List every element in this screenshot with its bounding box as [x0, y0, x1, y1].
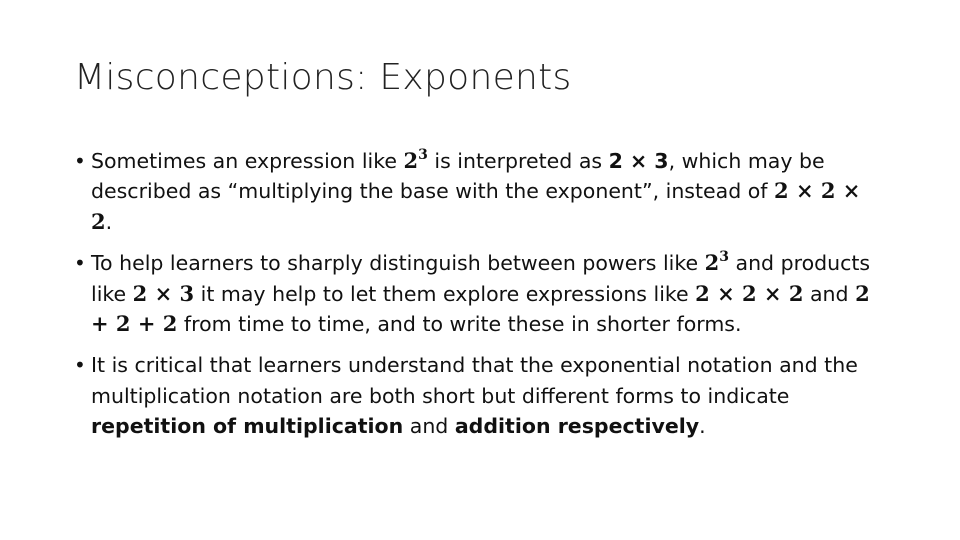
math-sum: 2 + 2 + 2 — [91, 280, 870, 337]
bullet-item-2 — [74, 248, 874, 339]
text: is interpreted as — [427, 149, 609, 173]
slide-title: Misconceptions: Exponents — [74, 57, 572, 98]
text: and — [803, 281, 856, 306]
power-exponent: 3 — [719, 249, 729, 266]
text: Sometimes an expression like — [91, 149, 404, 173]
text: . — [105, 209, 113, 234]
text: It is critical that learners understand that the exponential notation and the multiplication notation are both short but different forms to indicate — [91, 353, 858, 408]
bullet-list — [74, 146, 874, 453]
text: and — [403, 414, 455, 439]
text: and products like — [91, 251, 871, 306]
text: it may help to let them explore expressions like — [194, 281, 696, 306]
power-base: 2 — [704, 250, 720, 276]
text: from time to time, and to write these in shorter forms. — [177, 312, 742, 337]
bold-phrase: addition respectively — [454, 414, 700, 439]
bullet-item-1 — [74, 146, 874, 237]
math-product: 2 × 3 — [132, 280, 195, 306]
bullet-dot-icon: • — [74, 251, 86, 276]
power-base: 2 — [403, 148, 419, 173]
bullet-dot-icon: • — [74, 353, 86, 378]
math-product: 2 × 2 × 2 — [91, 178, 861, 234]
math-product: 2 × 2 × 2 — [695, 280, 804, 306]
bold-phrase: repetition of multiplication — [91, 414, 404, 439]
math-power — [403, 148, 427, 173]
math-power — [705, 250, 729, 275]
text: , which may be described as “multiplying the base with the exponent”, instead of — [91, 149, 825, 204]
text: . — [699, 414, 706, 439]
bullet-dot-icon: • — [74, 149, 86, 173]
text: To help learners to sharply distinguish between powers like — [91, 251, 705, 276]
bold-expression: 2 × 3 — [608, 149, 669, 173]
power-exponent: 3 — [418, 147, 428, 163]
bullet-item-3 — [74, 350, 874, 441]
